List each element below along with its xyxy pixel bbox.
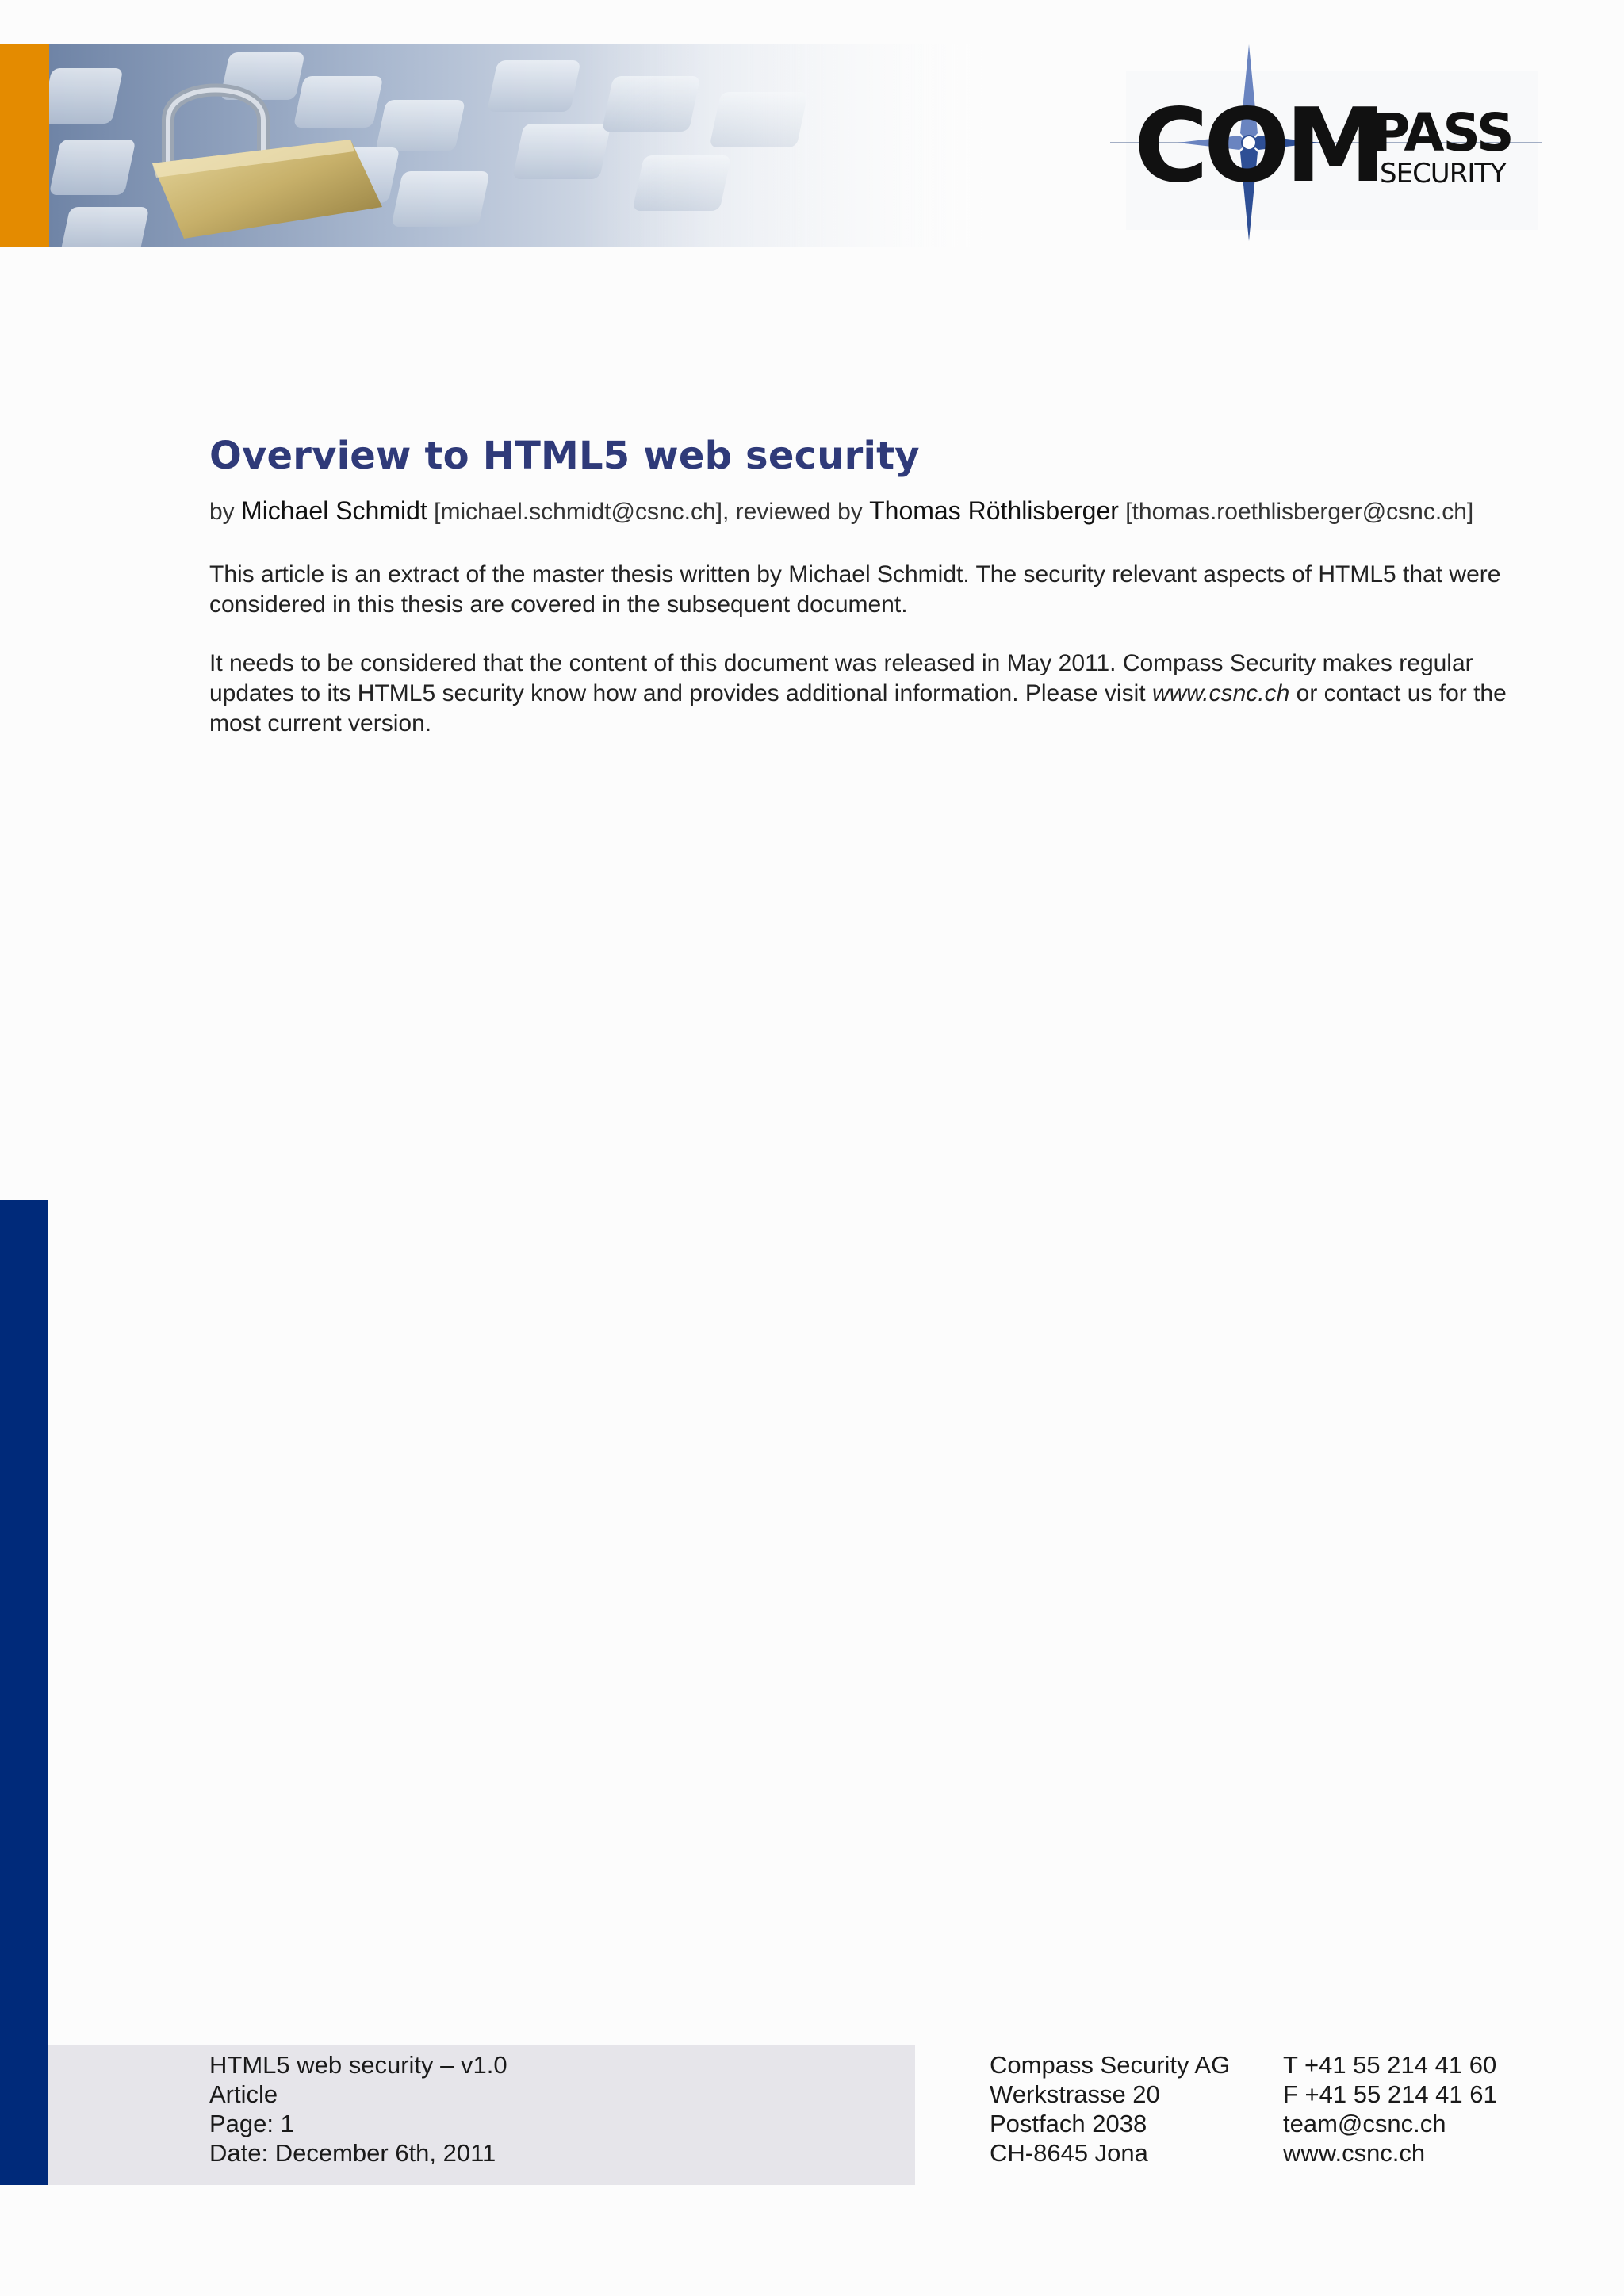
left-blue-bar [0,1200,48,2185]
byline-prefix: by [209,499,242,525]
footer-page-number: Page: 1 [209,2110,294,2137]
intro-paragraph: This article is an extract of the master thesis written by Michael Schmidt. The security relevant aspects of HTML5 that were considered in this thesis are covered in the subsequent document. [209,561,1501,618]
page-title: Overview to HTML5 web security [209,434,920,478]
logo-pass-word: PASS [1372,102,1513,163]
footer-document-info [209,2050,508,2168]
footer-website[interactable]: www.csnc.ch [1283,2139,1426,2167]
website-link[interactable]: www.csnc.ch [1151,680,1290,706]
article-body [209,428,1526,767]
footer-fax: F +41 55 214 41 61 [1283,2080,1497,2108]
reviewer-name: Thomas Röthlisberger [869,496,1119,525]
footer-email[interactable]: team@csnc.ch [1283,2110,1446,2137]
footer-postbox: Postfach 2038 [990,2110,1147,2137]
footer-date: Date: December 6th, 2011 [209,2139,496,2167]
banner-orange-accent [0,44,49,247]
release-text-start: It needs to be considered that the content of this document was released in May 2011. Compass Security makes regular updates to its HTML5 security know how and provides additional information. Please visit [209,650,1473,706]
release-paragraph [209,649,1526,739]
footer-company: Compass Security AG [990,2051,1231,2079]
footer-doc-type: Article [209,2080,278,2108]
author-name: Michael Schmidt [241,496,427,525]
byline [209,495,1526,528]
footer-phone: T +41 55 214 41 60 [1283,2051,1497,2079]
logo-security-word: SECURITY [1380,158,1506,189]
reviewer-email: [thomas.roethlisberger@csnc.ch] [1118,499,1474,525]
footer-city: CH-8645 Jona [990,2139,1148,2167]
author-email: [michael.schmidt@csnc.ch], reviewed by [427,499,870,525]
compass-security-logo [1110,40,1554,254]
padlock-keyboard-photo [49,44,999,247]
footer-street: Werkstrasse 20 [990,2080,1160,2108]
footer-contact [1283,2050,1497,2168]
footer-address [990,2050,1230,2168]
header-banner [0,44,999,247]
release-text-end: or contact us for the most current version. [209,680,1507,737]
logo-main-word: COM [1134,87,1382,205]
footer-doc-title: HTML5 web security – v1.0 [209,2051,508,2079]
